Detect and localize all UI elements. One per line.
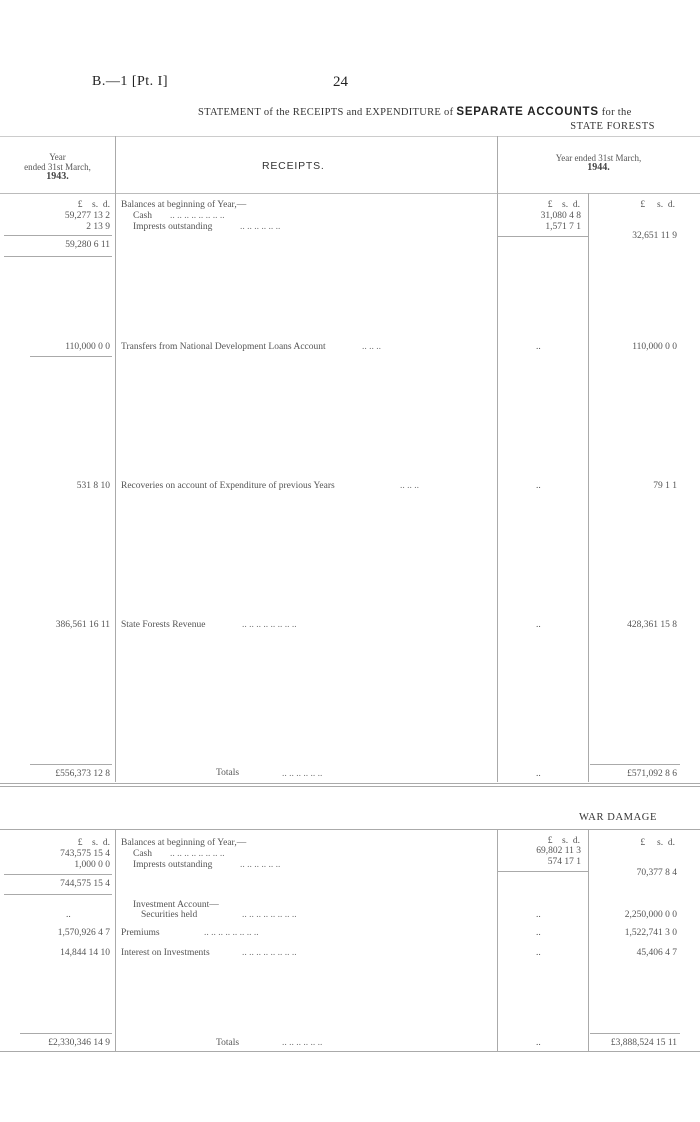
header-bottom-rule bbox=[0, 193, 700, 194]
curr-year-l1: Year ended 31st March, bbox=[555, 153, 642, 163]
curr-year-l2: 1944. bbox=[587, 162, 610, 173]
wd-prev-cash: 743,575 15 4 bbox=[60, 849, 110, 859]
wd-prev-subtotal: 744,575 15 4 bbox=[60, 879, 110, 889]
wd-totals-mid: .. bbox=[536, 1038, 541, 1048]
sf-totals-prev: £556,373 12 8 bbox=[55, 769, 110, 779]
wd-totals-prev: £2,330,346 14 9 bbox=[48, 1038, 110, 1048]
curr-currency-header bbox=[595, 200, 675, 210]
wd-interest-label: Interest on Investments bbox=[121, 948, 210, 958]
prev-year-l2: ended 31st March, bbox=[24, 162, 91, 172]
pound-symbol: £ bbox=[547, 200, 553, 210]
page-number: 24 bbox=[333, 74, 348, 90]
sf-cash-label: Cash bbox=[133, 211, 152, 221]
pence-symbol: d. bbox=[102, 200, 110, 210]
title-pre: STATEMENT of the RECEIPTS and EXPENDITURE of bbox=[198, 107, 454, 118]
wd-investment-curr: 2,250,000 0 0 bbox=[624, 910, 677, 920]
sf-imprests-label: Imprests outstanding bbox=[133, 222, 213, 232]
pound-symbol: £ bbox=[77, 838, 83, 848]
sf-revenue-leaders: .. .. .. .. .. .. .. .. bbox=[242, 620, 297, 630]
wd-totals-label: Totals bbox=[216, 1038, 240, 1048]
sf-curr-cash: 31,080 4 8 bbox=[540, 211, 581, 221]
wd-imprests-label: Imprests outstanding bbox=[133, 860, 213, 870]
wd-prev-imprests: 1,000 0 0 bbox=[74, 860, 110, 870]
pound-symbol: £ bbox=[640, 200, 646, 210]
sf-totals-leaders: .. .. .. .. .. .. bbox=[282, 769, 323, 779]
sf-curr-imprests-rule bbox=[498, 236, 588, 237]
sf-transfers-prev-rule bbox=[30, 356, 112, 357]
sf-totals-curr: £571,092 8 6 bbox=[627, 769, 677, 779]
wd-balances-label: Balances at beginning of Year,— bbox=[121, 838, 247, 848]
sf-bottom-rule-2 bbox=[0, 786, 700, 787]
sf-totals-label: Totals bbox=[216, 768, 240, 778]
prev-year-l1: Year bbox=[49, 152, 66, 162]
column-rule-left bbox=[115, 136, 116, 782]
pence-symbol: d. bbox=[667, 200, 675, 210]
sf-revenue-label: State Forests Revenue bbox=[121, 620, 206, 630]
wd-investment-mid: .. bbox=[536, 910, 541, 920]
sf-totals-mid: .. bbox=[536, 769, 541, 779]
prev-currency-header bbox=[30, 200, 110, 210]
shilling-symbol: s. bbox=[92, 838, 99, 848]
wd-mid-currency-header bbox=[500, 836, 580, 846]
wd-column-rule-left bbox=[115, 829, 116, 1051]
statement-title bbox=[198, 106, 632, 118]
sf-recoveries-leaders: .. .. .. bbox=[400, 481, 419, 491]
wd-securities-label: Securities held bbox=[141, 910, 198, 920]
wd-column-rule-right bbox=[588, 829, 589, 1051]
sf-prev-cash: 59,277 13 2 bbox=[64, 211, 110, 221]
wd-totals-curr-rule-top bbox=[590, 1033, 680, 1034]
title-post: for the bbox=[601, 107, 632, 118]
sf-recoveries-mid: .. bbox=[536, 481, 541, 491]
sf-prev-subtotal-rule bbox=[4, 235, 112, 236]
shilling-symbol: s. bbox=[657, 200, 664, 210]
sf-curr-imprests: 1,571 7 1 bbox=[545, 222, 581, 232]
sf-transfers-mid: .. bbox=[536, 342, 541, 352]
sf-transfers-curr: 110,000 0 0 bbox=[632, 342, 677, 352]
sf-revenue-prev: 386,561 16 11 bbox=[55, 620, 110, 630]
sf-prev-imprests: 2 13 9 bbox=[86, 222, 110, 232]
column-rule-mid bbox=[497, 136, 498, 782]
pound-symbol: £ bbox=[77, 200, 83, 210]
shilling-symbol: s. bbox=[92, 200, 99, 210]
sf-transfers-label: Transfers from National Development Loans Account bbox=[121, 342, 326, 352]
pence-symbol: d. bbox=[667, 838, 675, 848]
receipts-header: RECEIPTS. bbox=[262, 160, 325, 172]
sf-totals-curr-rule-top bbox=[590, 764, 680, 765]
wd-cash-leaders: .. .. .. .. .. .. .. .. bbox=[170, 849, 225, 859]
sf-recoveries-label: Recoveries on account of Expenditure of previous Years bbox=[121, 481, 335, 491]
sf-recoveries-curr: 79 1 1 bbox=[653, 481, 677, 491]
sf-recoveries-prev: 531 8 10 bbox=[76, 481, 110, 491]
wd-interest-mid: .. bbox=[536, 948, 541, 958]
pound-symbol: £ bbox=[547, 836, 553, 846]
wd-prev-currency-header bbox=[30, 838, 110, 848]
sf-prev-subtotal-underline bbox=[4, 256, 112, 257]
sf-curr-balance-total: 32,651 11 9 bbox=[632, 231, 677, 241]
wd-curr-cash: 69,802 11 3 bbox=[536, 846, 581, 856]
pound-symbol: £ bbox=[640, 838, 646, 848]
wd-premiums-label: Premiums bbox=[121, 928, 160, 938]
war-damage-title: WAR DAMAGE bbox=[578, 812, 657, 823]
wd-premiums-curr: 1,522,741 3 0 bbox=[624, 928, 677, 938]
wd-securities-leaders: .. .. .. .. .. .. .. .. bbox=[242, 910, 297, 920]
sf-totals-prev-rule-top bbox=[30, 764, 112, 765]
wd-premiums-mid: .. bbox=[536, 928, 541, 938]
pence-symbol: d. bbox=[572, 836, 580, 846]
sf-cash-leaders: .. .. .. .. .. .. .. .. bbox=[170, 211, 225, 221]
prev-year-l3: 1943. bbox=[46, 171, 69, 182]
wd-totals-prev-rule-top bbox=[20, 1033, 112, 1034]
wd-imprests-leaders: .. .. .. .. .. .. bbox=[240, 860, 281, 870]
wd-investment-prev: .. bbox=[66, 910, 71, 920]
shilling-symbol: s. bbox=[657, 838, 664, 848]
statement-subtitle: STATE FORESTS bbox=[570, 121, 655, 132]
sf-balances-label: Balances at beginning of Year,— bbox=[121, 200, 247, 210]
wd-premiums-prev: 1,570,926 4 7 bbox=[57, 928, 110, 938]
wd-header-rule bbox=[0, 829, 700, 830]
sf-transfers-leaders: .. .. .. bbox=[362, 342, 381, 352]
mid-currency-header bbox=[500, 200, 580, 210]
shilling-symbol: s. bbox=[562, 836, 569, 846]
wd-curr-balance-total: 70,377 8 4 bbox=[636, 868, 677, 878]
curr-year-header bbox=[497, 153, 700, 173]
wd-prev-subtotal-rule bbox=[4, 874, 112, 875]
wd-prev-subtotal-underline bbox=[4, 894, 112, 895]
pence-symbol: d. bbox=[572, 200, 580, 210]
title-bold: SEPARATE ACCOUNTS bbox=[456, 106, 599, 118]
wd-premiums-leaders: .. .. .. .. .. .. .. .. bbox=[204, 928, 259, 938]
wd-bottom-rule bbox=[0, 1051, 700, 1052]
column-rule-right bbox=[588, 193, 589, 782]
sf-revenue-curr: 428,361 15 8 bbox=[627, 620, 677, 630]
wd-cash-label: Cash bbox=[133, 849, 152, 859]
wd-interest-leaders: .. .. .. .. .. .. .. .. bbox=[242, 948, 297, 958]
wd-totals-curr: £3,888,524 15 11 bbox=[610, 1038, 677, 1048]
shilling-symbol: s. bbox=[562, 200, 569, 210]
wd-curr-imprests-rule bbox=[498, 871, 588, 872]
sf-transfers-prev: 110,000 0 0 bbox=[65, 342, 110, 352]
sf-prev-subtotal: 59,280 6 11 bbox=[65, 240, 110, 250]
wd-interest-curr: 45,406 4 7 bbox=[636, 948, 677, 958]
prev-year-header bbox=[0, 152, 115, 182]
sf-imprests-leaders: .. .. .. .. .. .. bbox=[240, 222, 281, 232]
sf-bottom-rule-1 bbox=[0, 783, 700, 784]
sf-revenue-mid: .. bbox=[536, 620, 541, 630]
wd-curr-imprests: 574 17 1 bbox=[547, 857, 581, 867]
header-top-rule bbox=[0, 136, 700, 137]
wd-totals-leaders: .. .. .. .. .. .. bbox=[282, 1038, 323, 1048]
document-reference: B.—1 [Pt. I] bbox=[92, 74, 168, 89]
wd-interest-prev: 14,844 14 10 bbox=[60, 948, 110, 958]
wd-investment-label: Investment Account— bbox=[133, 900, 219, 910]
pence-symbol: d. bbox=[102, 838, 110, 848]
wd-curr-currency-header bbox=[595, 838, 675, 848]
